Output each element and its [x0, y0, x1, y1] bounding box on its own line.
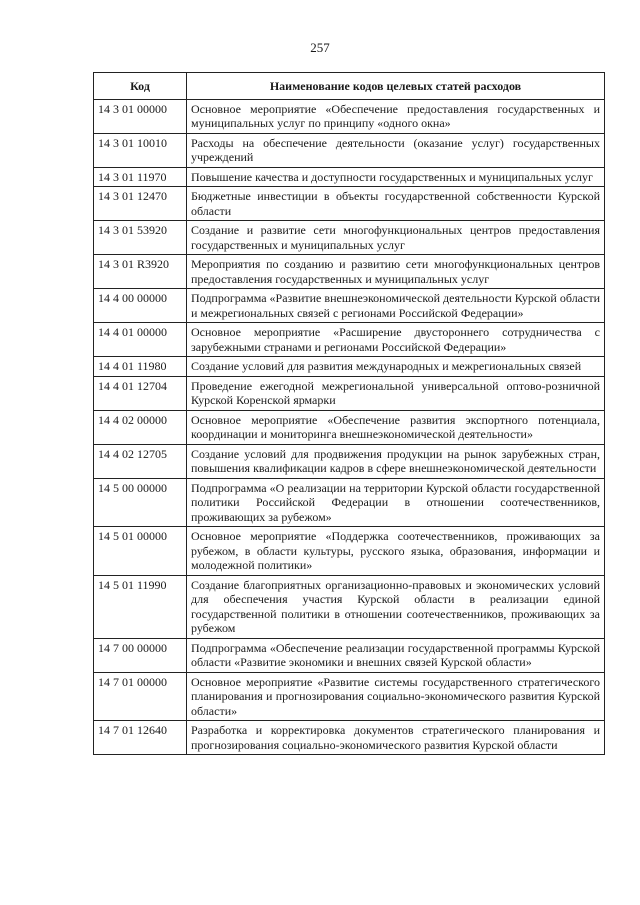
target-articles-table [93, 72, 605, 755]
table-row [94, 575, 605, 638]
row-name: Подпрограмма «О реализации на территории Курской области государственной политики Российской Федерации в отношении соотечественников, проживающих за рубежом» [187, 478, 605, 527]
row-name: Основное мероприятие «Обеспечение развития экспортного потенциала, координации и мониторинга внешнеэкономической деятельности» [187, 410, 605, 444]
row-name: Повышение качества и доступности государственных и муниципальных услуг [187, 167, 605, 187]
table-row [94, 376, 605, 410]
row-code: 14 7 01 00000 [94, 672, 187, 721]
table-row [94, 527, 605, 576]
row-code: 14 4 01 11980 [94, 357, 187, 377]
table-row [94, 187, 605, 221]
table-row [94, 289, 605, 323]
page-number: 257 [310, 40, 330, 55]
row-code: 14 5 01 11990 [94, 575, 187, 638]
row-code: 14 5 00 00000 [94, 478, 187, 527]
row-name: Создание благоприятных организационно-правовых и экономических условий для обеспечения участия Курской области в реализации единой государственной политики в отношении соотечественников, проживающих за рубежом [187, 575, 605, 638]
table-row [94, 478, 605, 527]
row-name: Создание условий для продвижения продукции на рынок зарубежных стран, повышения квалификации кадров в сфере внешнеэкономической деятельности [187, 444, 605, 478]
table-header-row [94, 73, 605, 100]
row-code: 14 3 01 11970 [94, 167, 187, 187]
row-name: Разработка и корректировка документов стратегического планирования и прогнозирования социально-экономического развития Курской области [187, 721, 605, 755]
row-code: 14 4 02 12705 [94, 444, 187, 478]
row-code: 14 7 01 12640 [94, 721, 187, 755]
row-name: Подпрограмма «Развитие внешнеэкономической деятельности Курской области и межрегиональных связей с регионами Российской Федерации» [187, 289, 605, 323]
row-name: Проведение ежегодной межрегиональной универсальной оптово-розничной Курской Коренской ярмарки [187, 376, 605, 410]
table-row [94, 357, 605, 377]
row-name: Бюджетные инвестиции в объекты государственной собственности Курской области [187, 187, 605, 221]
row-code: 14 5 01 00000 [94, 527, 187, 576]
table-row [94, 638, 605, 672]
table-row [94, 410, 605, 444]
table-row [94, 721, 605, 755]
table-row [94, 255, 605, 289]
row-code: 14 4 02 00000 [94, 410, 187, 444]
row-code: 14 3 01 00000 [94, 99, 187, 133]
row-code: 14 4 00 00000 [94, 289, 187, 323]
table-row [94, 672, 605, 721]
row-name: Основное мероприятие «Поддержка соотечественников, проживающих за рубежом, в области культуры, русского языка, образования, информации и молодежной политики» [187, 527, 605, 576]
table-row [94, 99, 605, 133]
table-row [94, 167, 605, 187]
row-name: Подпрограмма «Обеспечение реализации государственной программы Курской области «Развитие экономики и внешних связей Курской области» [187, 638, 605, 672]
header-code: Код [94, 73, 187, 100]
header-name: Наименование кодов целевых статей расходов [187, 73, 605, 100]
row-code: 14 3 01 53920 [94, 221, 187, 255]
row-code: 14 3 01 R3920 [94, 255, 187, 289]
row-code: 14 4 01 00000 [94, 323, 187, 357]
table-body [94, 99, 605, 755]
row-code: 14 3 01 12470 [94, 187, 187, 221]
table-row [94, 221, 605, 255]
row-name: Создание и развитие сети многофункциональных центров предоставления государственных и муниципальных услуг [187, 221, 605, 255]
row-code: 14 3 01 10010 [94, 133, 187, 167]
table-row [94, 444, 605, 478]
row-code: 14 4 01 12704 [94, 376, 187, 410]
row-name: Создание условий для развития международных и межрегиональных связей [187, 357, 605, 377]
table-row [94, 323, 605, 357]
row-code: 14 7 00 00000 [94, 638, 187, 672]
table-row [94, 133, 605, 167]
row-name: Основное мероприятие «Расширение двустороннего сотрудничества с зарубежными странами и регионами Российской Федерации» [187, 323, 605, 357]
row-name: Основное мероприятие «Обеспечение предоставления государственных и муниципальных услуг по принципу «одного окна» [187, 99, 605, 133]
row-name: Мероприятия по созданию и развитию сети многофункциональных центров предоставления государственных и муниципальных услуг [187, 255, 605, 289]
row-name: Основное мероприятие «Развитие системы государственного стратегического планирования и прогнозирования социально-экономического развития Курской области» [187, 672, 605, 721]
row-name: Расходы на обеспечение деятельности (оказание услуг) государственных учреждений [187, 133, 605, 167]
